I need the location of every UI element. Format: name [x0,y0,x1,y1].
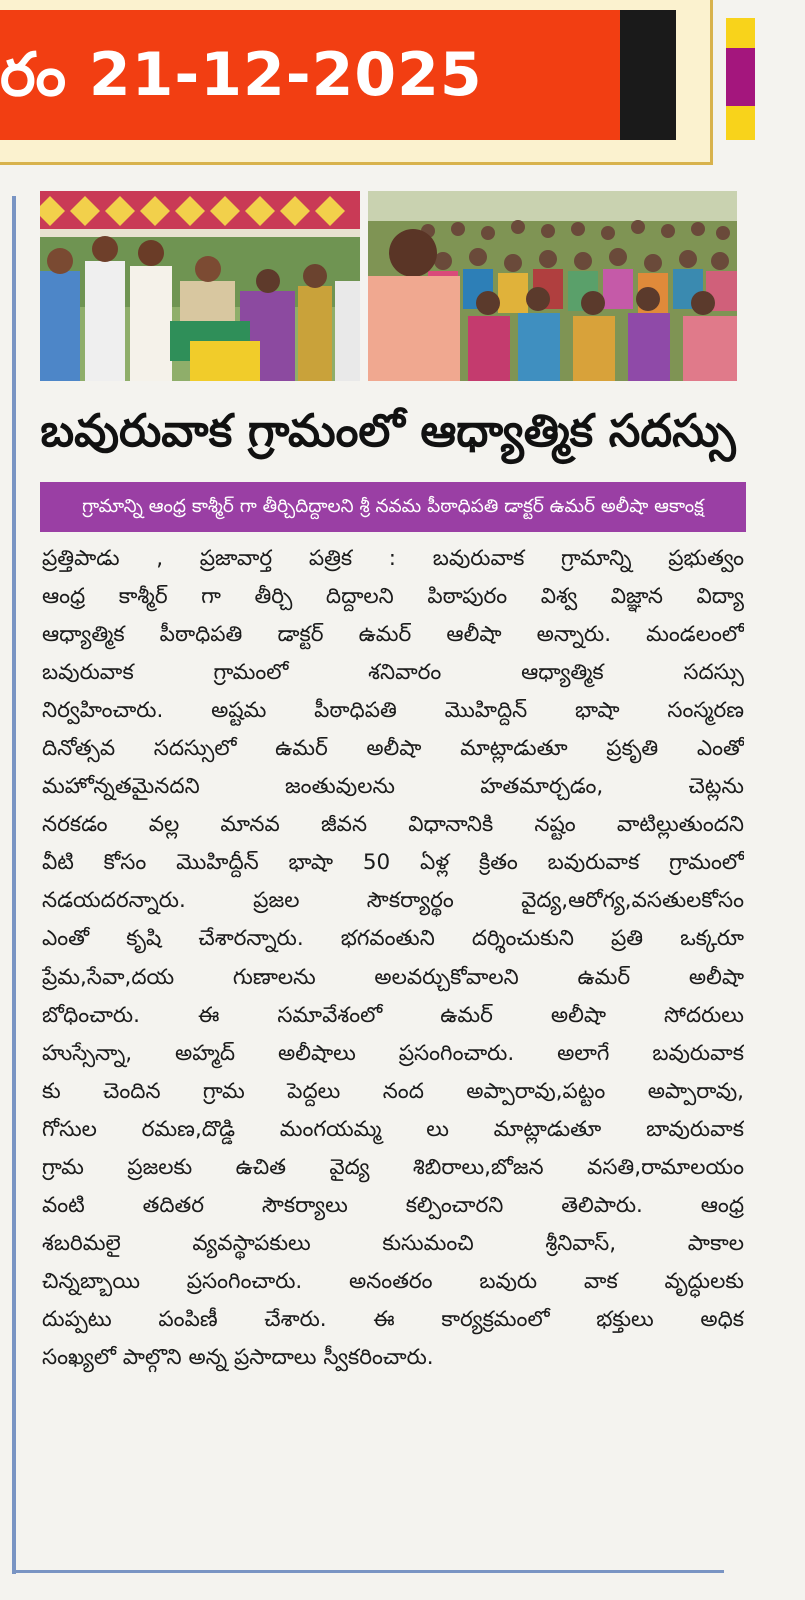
event-stage-photo-art [40,191,360,381]
article-body-line: మహోన్నతమైనదని జంతువులను హతమార్చడం, చెట్లను [42,774,744,800]
article-body-line: నిర్వహించారు. అష్టమ పీఠాధిపతి మొహిద్దిన్ భాషా సంస్మరణ [42,698,744,724]
article-bottom-rule [14,1570,724,1573]
article-body-line: దుప్పటు పంపిణీ చేశారు. ఈ కార్యక్రమంలో భక్తులు అధిక [42,1306,744,1332]
article-subheadline: గ్రామాన్ని ఆంధ్ర కాశ్మీర్ గా తీర్చిదిద్దాలని శ్రీ నవమ పీఠాధిపతి డాక్టర్ ఉమర్ అలీషా ఆకాంక్ష [40,482,746,532]
column-left-rule [12,196,16,1574]
article-body-line: చిన్నబ్బాయి ప్రసంగించారు. అనంతరం బవురు వాక వృద్ధులకు [42,1268,744,1294]
side-accent-magenta [726,48,755,106]
article-body-line: ఆధ్యాత్మిక పీఠాధిపతి డాక్టర్ ఉమర్ ఆలీషా అన్నారు. మండలంలో [42,622,744,648]
article-body-line: నడయదరన్నారు. ప్రజల సౌకర్యార్థం వైద్య,ఆరోగ్య,వసతులకోసం [42,888,744,914]
article-body-line: ఆంధ్ర కాశ్మీర్ గా తీర్చి దిద్దాలని పిఠాపురం విశ్వ విజ్ఞాన విద్యా [42,584,744,610]
article-body [42,540,744,1377]
audience-women-photo-art [368,191,737,381]
article-body-line: హుస్సేన్నా, అహ్మద్ అలీషాలు ప్రసంగించారు. అలాగే బవురువాక [42,1040,744,1066]
article-body-line: బోధించారు. ఈ సమావేశంలో ఉమర్ అలీషా సోదరులు [42,1002,744,1028]
article-body-line: శబరిమలై వ్యవస్థాపకులు కుసుమంచి శ్రీనివాస్, పాకాల [42,1230,744,1256]
article-body-line: కు చెందిన గ్రామ పెద్దలు నంద అప్పారావు,పట్టం అప్పారావు, [42,1078,744,1104]
article-body-line: నరకడం వల్ల మానవ జీవన విధానానికి నష్టం వాటిల్లుతుందని [42,812,744,838]
article-body-line: ప్రేమ,సేవా,దయ గుణాలను అలవర్చుకోవాలని ఉమర్ అలీషా [42,964,744,990]
article-body-line: వీటి కోసం మొహిద్దీన్ భాషా 50 ఏళ్ల క్రితం బవురువాక గ్రామంలో [42,850,744,876]
article-body-line: ప్రత్తిపాడు , ప్రజావార్త పత్రిక : బవురువాక గ్రామాన్ని ప్రభుత్వం [42,546,744,571]
article-body-line: ఎంతో కృషి చేశారన్నారు. భగవంతుని దర్శించుకుని ప్రతి ఒక్కరూ [42,926,744,952]
article-body-line: వంటి తదితర సౌకర్యాలు కల్పించారని తెలిపారు. ఆంధ్ర [42,1192,744,1218]
banner-black-block [620,10,676,140]
date-banner [0,10,620,140]
article-body-line: బవురువాక గ్రామంలో శనివారం ఆధ్యాత్మిక సదస్సు [42,660,744,686]
article-body-line: గోసుల రమణ,దొడ్డి మంగయమ్మ లు మాట్లాడుతూ బావురువాక [42,1116,744,1142]
article-body-line: సంఖ్యలో పాల్గొని అన్న ప్రసాదాలు స్వీకరించారు. [42,1344,434,1370]
article-body-line: దినోత్సవ సదస్సులో ఉమర్ అలీషా మాట్లాడుతూ ప్రకృతి ఎంతో [42,736,744,762]
audience-women-photo [368,191,737,381]
article-headline: బవురువాక గ్రామంలో ఆధ్యాత్మిక సదస్సు [40,404,736,457]
article-body-line: గ్రామ ప్రజలకు ఉచిత వైద్య శిబిరాలు,బోజన వసతి,రామాలయం [42,1154,744,1180]
event-stage-photo [40,191,360,381]
publication-date: రం 21-12-2025 [0,40,483,110]
